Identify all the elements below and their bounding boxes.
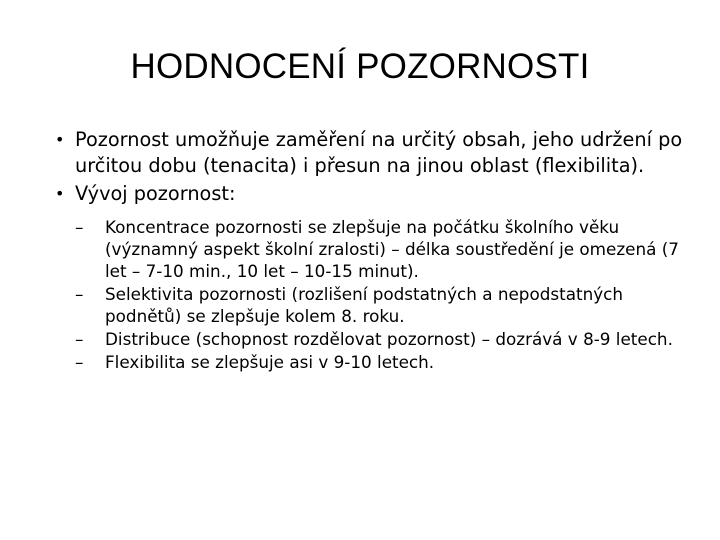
sub-bullet-text: Distribuce (schopnost rozdělovat pozornost) – dozrává v 8-9 letech.: [105, 329, 673, 349]
sub-bullet-marker: –: [75, 352, 84, 372]
sub-bullet-marker: –: [75, 329, 84, 349]
bullet-text: Vývoj pozornost:: [75, 182, 236, 205]
sub-bullet-item-selectivity: [75, 283, 688, 327]
bullet-text: Pozornost umožňuje zaměření na určitý obsah, jeho udržení po určitou dobu (tenacita) i přesun na jinou oblast (flexibilita).: [75, 128, 683, 177]
bullet-marker: •: [55, 184, 65, 203]
sub-bullet-text: Flexibilita se zlepšuje asi v 9-10 letech.: [105, 352, 435, 372]
sub-bullet-list: [75, 216, 688, 373]
sub-bullet-marker: –: [75, 217, 84, 237]
slide-title: HODNOCENÍ POZORNOSTI: [130, 47, 590, 86]
sub-bullet-text: Selektivita pozornosti (rozlišení podstatných a nepodstatných podnětů) se zlepšuje kolem 8. roku.: [105, 284, 623, 326]
bullet-item-attention-definition: [48, 127, 688, 179]
sub-bullet-item-flexibility: [75, 351, 688, 373]
slide-content: [48, 127, 688, 375]
sub-bullet-item-concentration: [75, 216, 688, 282]
sub-bullet-text: Koncentrace pozornosti se zlepšuje na počátku školního věku (významný aspekt školní zralosti) – délka soustředění je omezená (7 let – 7-10 min., 10 let – 10-15 minut).: [105, 217, 679, 281]
bullet-item-attention-development: [48, 181, 688, 373]
sub-bullet-item-distribution: [75, 328, 688, 350]
bullet-list: [48, 127, 688, 373]
bullet-marker: •: [55, 130, 65, 149]
sub-bullet-marker: –: [75, 284, 84, 304]
